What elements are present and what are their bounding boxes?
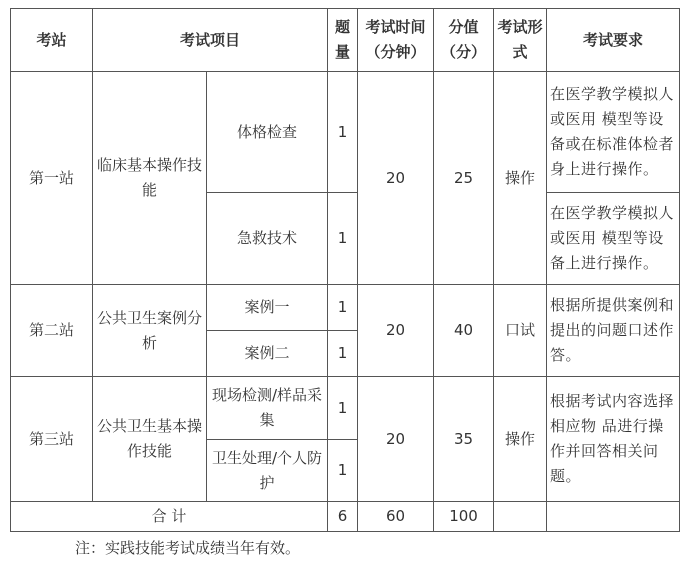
subitem-name: 卫生处理/个人防护 (207, 440, 328, 502)
station-requirement: 根据所提供案例和提出的问题口述作答。 (547, 285, 680, 377)
total-score: 100 (434, 502, 494, 532)
station-score: 25 (434, 72, 494, 285)
station-name: 第三站 (11, 377, 93, 502)
station-name: 第二站 (11, 285, 93, 377)
header-count: 题量 (328, 9, 358, 72)
subitem-count: 1 (328, 331, 358, 377)
subitem-requirement: 在医学教学模拟人或医用 模型等设备或在标准体检者身上进行操作。 (547, 72, 680, 193)
subitem-name: 体格检查 (207, 72, 328, 193)
header-requirement: 考试要求 (547, 9, 680, 72)
station-score: 40 (434, 285, 494, 377)
subitem-name: 现场检测/样品采集 (207, 377, 328, 440)
header-item: 考试项目 (93, 9, 328, 72)
subitem-requirement: 在医学教学模拟人或医用 模型等设备上进行操作。 (547, 193, 680, 285)
header-format: 考试形式 (494, 9, 547, 72)
subitem-count: 1 (328, 377, 358, 440)
station-category: 公共卫生基本操作技能 (93, 377, 207, 502)
subitem-name: 案例二 (207, 331, 328, 377)
station-format: 操作 (494, 377, 547, 502)
subitem-count: 1 (328, 72, 358, 193)
station-format: 口试 (494, 285, 547, 377)
subitem-count: 1 (328, 285, 358, 331)
total-row (11, 502, 680, 532)
footnote: 注：实践技能考试成绩当年有效。 (75, 539, 301, 557)
total-requirement (547, 502, 680, 532)
subitem-count: 1 (328, 193, 358, 285)
total-format (494, 502, 547, 532)
station-score: 35 (434, 377, 494, 502)
station-requirement: 根据考试内容选择相应物 品进行操作并回答相关问题。 (547, 377, 680, 502)
table-row (11, 285, 680, 331)
subitem-name: 案例一 (207, 285, 328, 331)
header-row (11, 9, 680, 72)
station-time: 20 (358, 285, 434, 377)
station-name: 第一站 (11, 72, 93, 285)
header-time: 考试时间（分钟） (358, 9, 434, 72)
total-time: 60 (358, 502, 434, 532)
station-time: 20 (358, 377, 434, 502)
total-count: 6 (328, 502, 358, 532)
subitem-count: 1 (328, 440, 358, 502)
station-category: 临床基本操作技能 (93, 72, 207, 285)
header-station: 考站 (11, 9, 93, 72)
table-row (11, 72, 680, 193)
exam-table (10, 8, 680, 532)
total-label: 合 计 (11, 502, 328, 532)
subitem-name: 急救技术 (207, 193, 328, 285)
station-category: 公共卫生案例分析 (93, 285, 207, 377)
station-format: 操作 (494, 72, 547, 285)
header-score: 分值（分） (434, 9, 494, 72)
station-time: 20 (358, 72, 434, 285)
table-row (11, 377, 680, 440)
